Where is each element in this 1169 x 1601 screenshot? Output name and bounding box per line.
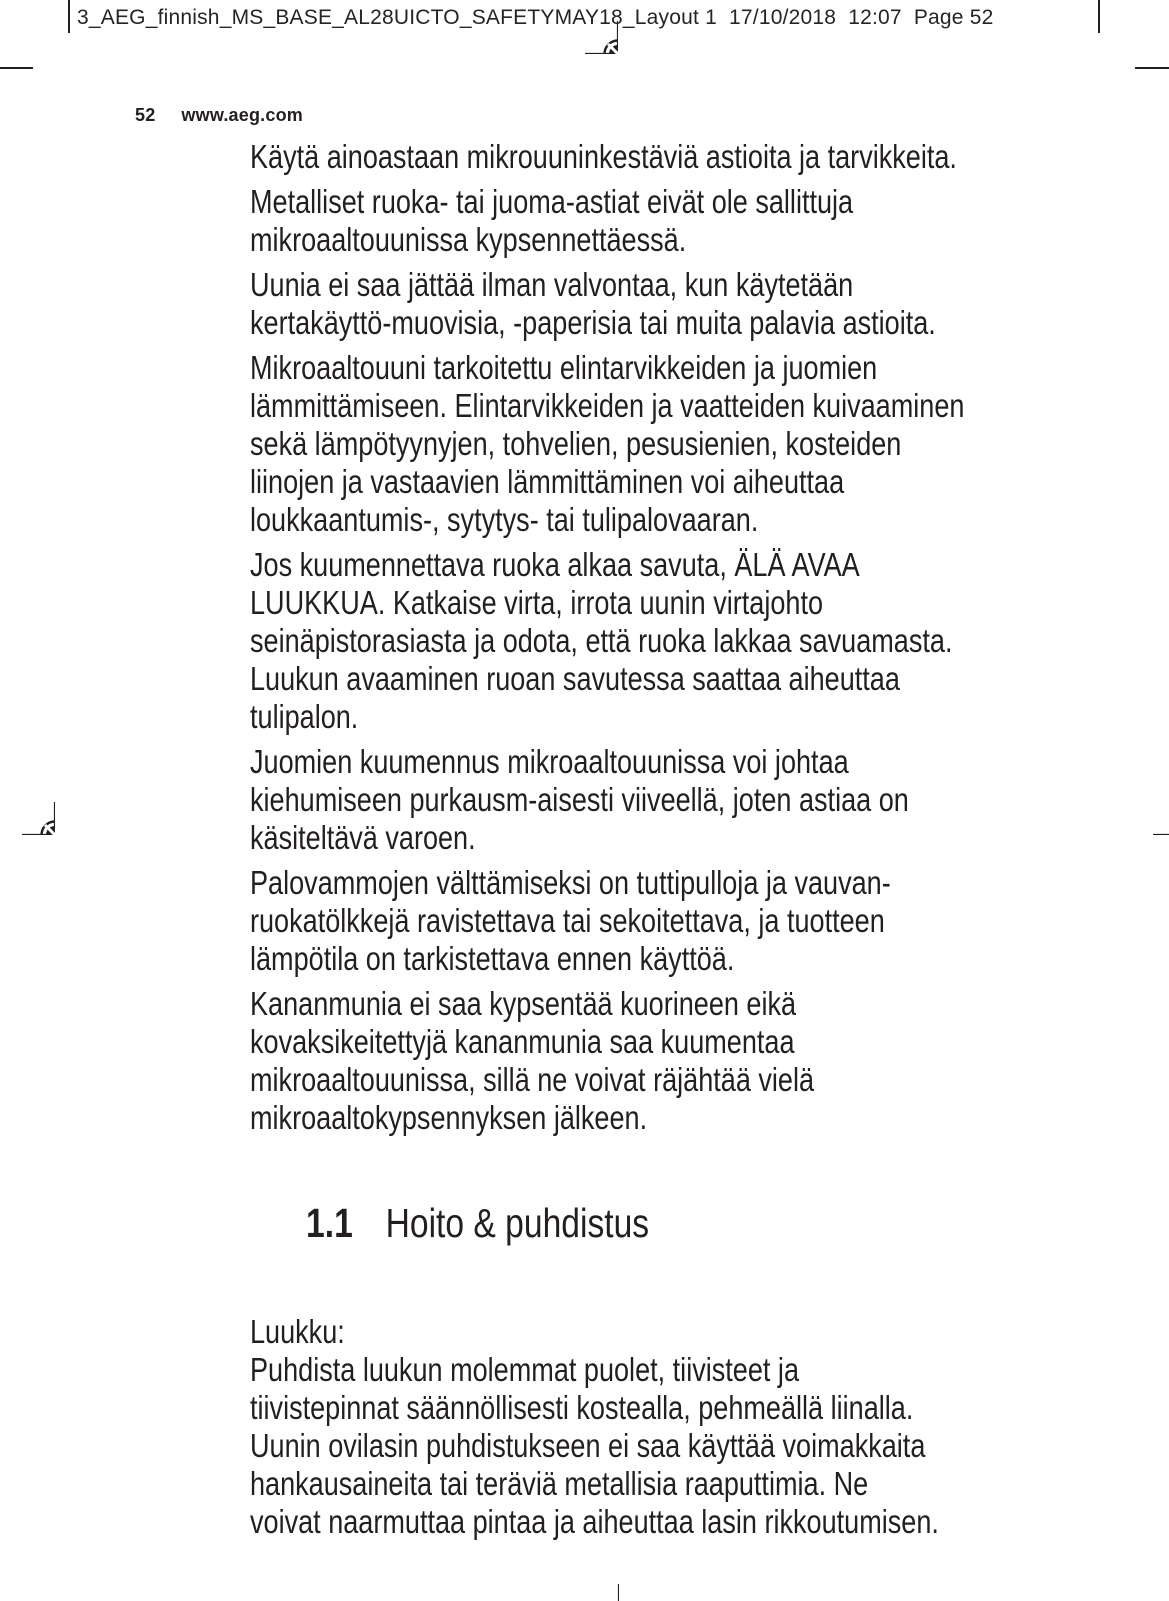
- text-line: Kananmunia ei saa kypsentää kuorineen eikä: [250, 985, 797, 1022]
- text-line: Luukun avaaminen ruoan savutessa saattaa aiheuttaa: [250, 660, 900, 697]
- text-line: Puhdista luukun molemmat puolet, tiivisteet ja: [250, 1351, 800, 1388]
- safety-paragraph: [250, 743, 1168, 857]
- text-line: loukkaantumis-, sytytys- tai tulipalovaaran.: [250, 501, 759, 538]
- text-line: Luukku:: [250, 1313, 345, 1350]
- text-line: Palovammojen välttämiseksi on tuttipulloja ja vauvan-: [250, 864, 891, 901]
- crop-mark-top-right-vertical: [1098, 0, 1100, 33]
- print-slug: 3_AEG_finnish_MS_BASE_AL28UICTO_SAFETYMAY18_Layout 1 17/10/2018 12:07 Page 52: [77, 6, 994, 29]
- text-line: Mikroaaltouuni tarkoitettu elintarvikkeiden ja juomien: [250, 349, 878, 386]
- section-heading: [250, 1157, 1168, 1289]
- safety-paragraph: [250, 183, 1168, 259]
- registration-mark-icon: [547, 1545, 619, 1601]
- text-line: Jos kuumennettava ruoka alkaa savuta, ÄLÄ AVAA: [250, 546, 860, 583]
- text-line: hankausaineita tai teräviä metallisia raaputtimia. Ne: [250, 1465, 869, 1502]
- text-line: kertakäyttö-muovisia, -paperisia tai muita palavia astioita.: [250, 304, 936, 341]
- text-line: Uunin ovilasin puhdistukseen ei saa käyttää voimakkaita: [250, 1427, 926, 1464]
- registration-mark-icon: [546, 0, 618, 54]
- safety-paragraph: [250, 864, 1168, 978]
- safety-paragraph: [250, 349, 1168, 539]
- registration-mark-icon: [0, 763, 55, 835]
- page-number: 52: [135, 105, 156, 125]
- safety-paragraphs: [250, 138, 1168, 1137]
- text-line: voivat naarmuttaa pintaa ja aiheuttaa lasin rikkoutumisen.: [250, 1503, 939, 1540]
- text-line: Metalliset ruoka- tai juoma-astiat eivät ole sallittuja: [250, 183, 854, 220]
- safety-paragraph: [250, 266, 1168, 342]
- website-text: www.aeg.com: [181, 105, 303, 125]
- section-number: 1.1: [306, 1200, 353, 1246]
- text-line: Juomien kuumennus mikroaaltouunissa voi johtaa: [250, 743, 849, 780]
- section-title: Hoito & puhdistus: [385, 1200, 650, 1246]
- text-line: sekä lämpötyynyjen, tohvelien, pesusienien, kosteiden: [250, 425, 902, 462]
- crop-mark-right-horizontal: [1135, 67, 1169, 69]
- text-line: LUUKKUA. Katkaise virta, irrota uunin virtajohto: [250, 584, 824, 621]
- text-line: Uunia ei saa jättää ilman valvontaa, kun käytetään: [250, 266, 854, 303]
- text-line: ruokatölkkejä ravistettava tai sekoitettava, ja tuotteen: [250, 902, 885, 939]
- text-line: tiivistepinnat säännöllisesti kostealla, pehmeällä liinalla.: [250, 1389, 914, 1426]
- care-paragraph: [250, 1313, 1168, 1541]
- text-line: seinäpistorasiasta ja odota, että ruoka lakkaa savuamasta.: [250, 622, 953, 659]
- page-header: [135, 105, 303, 126]
- text-line: tulipalon.: [250, 698, 359, 735]
- content-column: [250, 138, 1168, 1548]
- text-line: käsiteltävä varoen.: [250, 819, 476, 856]
- text-line: lämpötila on tarkistettava ennen käyttöä.: [250, 940, 735, 977]
- text-line: kovaksikeitettyjä kananmunia saa kuumentaa: [250, 1023, 795, 1060]
- safety-paragraph: [250, 546, 1168, 736]
- text-line: lämmittämiseen. Elintarvikkeiden ja vaatteiden kuivaaminen: [250, 387, 965, 424]
- text-line: Käytä ainoastaan mikrouuninkestäviä astioita ja tarvikkeita.: [250, 138, 957, 175]
- crop-mark-left-horizontal: [0, 67, 33, 69]
- text-line: mikroaaltouunissa, sillä ne voivat räjähtää vielä: [250, 1061, 815, 1098]
- text-line: mikroaaltokypsennyksen jälkeen.: [250, 1099, 648, 1136]
- text-line: liinojen ja vastaavien lämmittäminen voi aiheuttaa: [250, 463, 845, 500]
- text-line: kiehumiseen purkausm-aisesti viiveellä, joten astiaa on: [250, 781, 909, 818]
- crop-mark-top-left-vertical: [68, 0, 70, 33]
- safety-paragraph: [250, 138, 1168, 176]
- safety-paragraph: [250, 985, 1168, 1137]
- text-line: mikroaaltouunissa kypsennettäessä.: [250, 221, 687, 258]
